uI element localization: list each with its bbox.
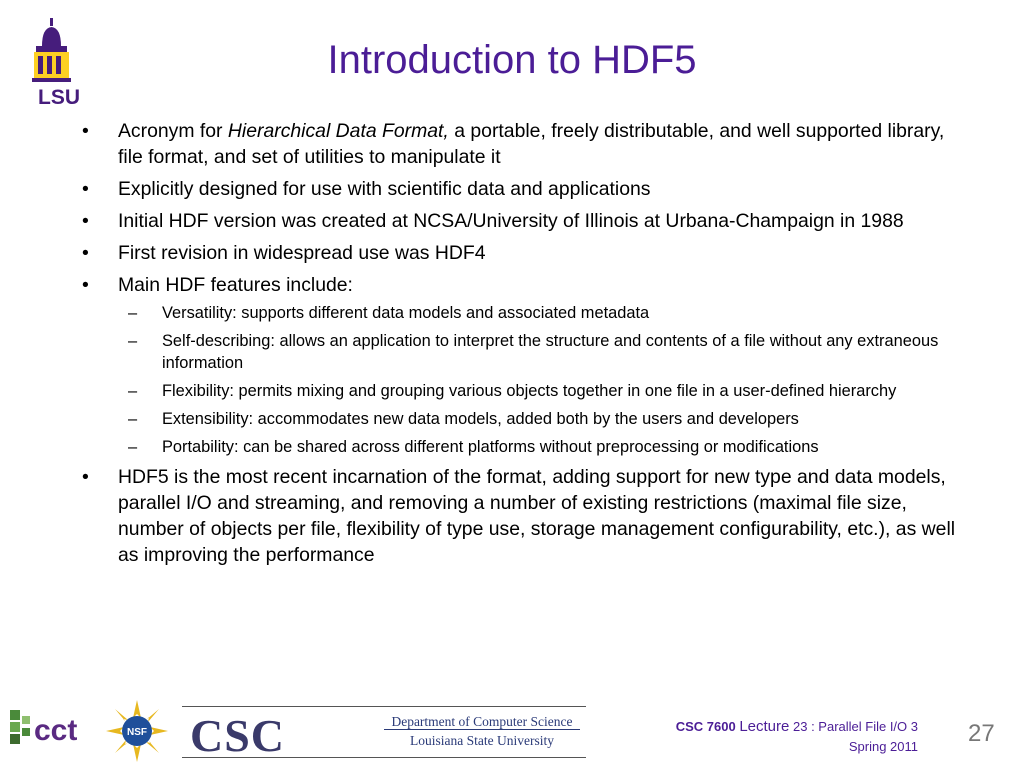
slide-title: Introduction to HDF5 xyxy=(327,38,697,82)
bullet-main-features xyxy=(78,272,958,298)
feature-item xyxy=(78,436,958,458)
bullet-initial-version-text: Initial HDF version was created at NCSA/University of Illinois at Urbana-Champaign in 1988 xyxy=(118,210,904,232)
feature-text: Portability: can be shared across different platforms without preprocessing or modifications xyxy=(162,438,819,456)
lsu-logo-text: LSU xyxy=(38,86,80,106)
course-info xyxy=(676,717,918,757)
course-line xyxy=(676,717,918,737)
dash-mark: – xyxy=(128,304,138,322)
cct-logo xyxy=(10,708,98,752)
department-divider xyxy=(384,729,580,730)
department-line: Department of Computer Science xyxy=(391,714,573,729)
bullet-mark: • xyxy=(82,242,89,264)
course-code: CSC 7600 xyxy=(675,719,736,734)
csc-logo-text: CSC xyxy=(190,710,286,761)
dash-mark: – xyxy=(128,332,138,350)
bullet-first-revision xyxy=(78,240,958,266)
feature-text: Extensibility: accommodates new data models, added both by the users and developers xyxy=(162,410,799,428)
bullet-hdf5-recent-text: HDF5 is the most recent incarnation of the format, adding support for new type and data models, parallel I/O and streaming, and removing a number of existing restrictions (maximal file size, number of objects per file, flexibility of type use, storage management configurability, etc.), as well as improving the performance xyxy=(118,466,956,566)
bullet-mark: • xyxy=(82,466,89,488)
bullet-initial-version xyxy=(78,208,958,234)
csc-department-logo xyxy=(182,706,586,761)
bullet-acronym-italic: Hierarchical Data Format, xyxy=(227,120,449,142)
bullet-main-features-text: Main HDF features include: xyxy=(118,274,353,296)
bullet-designed xyxy=(78,176,958,202)
nsf-logo xyxy=(106,700,168,762)
dash-mark: – xyxy=(128,410,138,428)
bullet-hdf5-recent xyxy=(78,464,958,568)
dash-mark: – xyxy=(128,438,138,456)
bullet-acronym xyxy=(78,118,958,170)
bullet-designed-text: Explicitly designed for use with scientific data and applications xyxy=(118,178,651,200)
slide-content xyxy=(78,118,958,574)
department-name xyxy=(384,713,580,749)
page-number: 27 xyxy=(968,720,995,747)
feature-list xyxy=(78,302,958,458)
bullet-first-revision-text: First revision in widespread use was HDF4 xyxy=(118,242,486,264)
term: Spring 2011 xyxy=(848,739,918,754)
bullet-acronym-prefix: Acronym for xyxy=(118,120,228,142)
dash-mark: – xyxy=(128,382,138,400)
feature-item xyxy=(78,408,958,430)
bullet-mark: • xyxy=(82,120,89,142)
bullet-mark: • xyxy=(82,210,89,232)
feature-item xyxy=(78,380,958,402)
cct-logo-text: cct xyxy=(34,714,78,747)
feature-item xyxy=(78,330,958,374)
lecture-word: Lecture xyxy=(739,718,790,735)
bullet-mark: • xyxy=(82,178,89,200)
lecture-info: 23 : Parallel File I/O 3 xyxy=(793,719,918,734)
bullet-mark: • xyxy=(82,274,89,296)
university-line: Louisiana State University xyxy=(410,733,554,748)
feature-text: Flexibility: permits mixing and grouping various objects together in one file in a user-defined hierarchy xyxy=(162,382,897,400)
feature-text: Self-describing: allows an application to interpret the structure and contents of a file without any extraneous information xyxy=(162,332,939,372)
bullet-acronym-suffix: a portable, freely distributable, and well supported library, file format, and set of utilities to manipulate it xyxy=(118,120,945,168)
feature-item xyxy=(78,302,958,324)
feature-text: Versatility: supports different data models and associated metadata xyxy=(162,304,650,322)
nsf-logo-text: NSF xyxy=(127,727,147,738)
